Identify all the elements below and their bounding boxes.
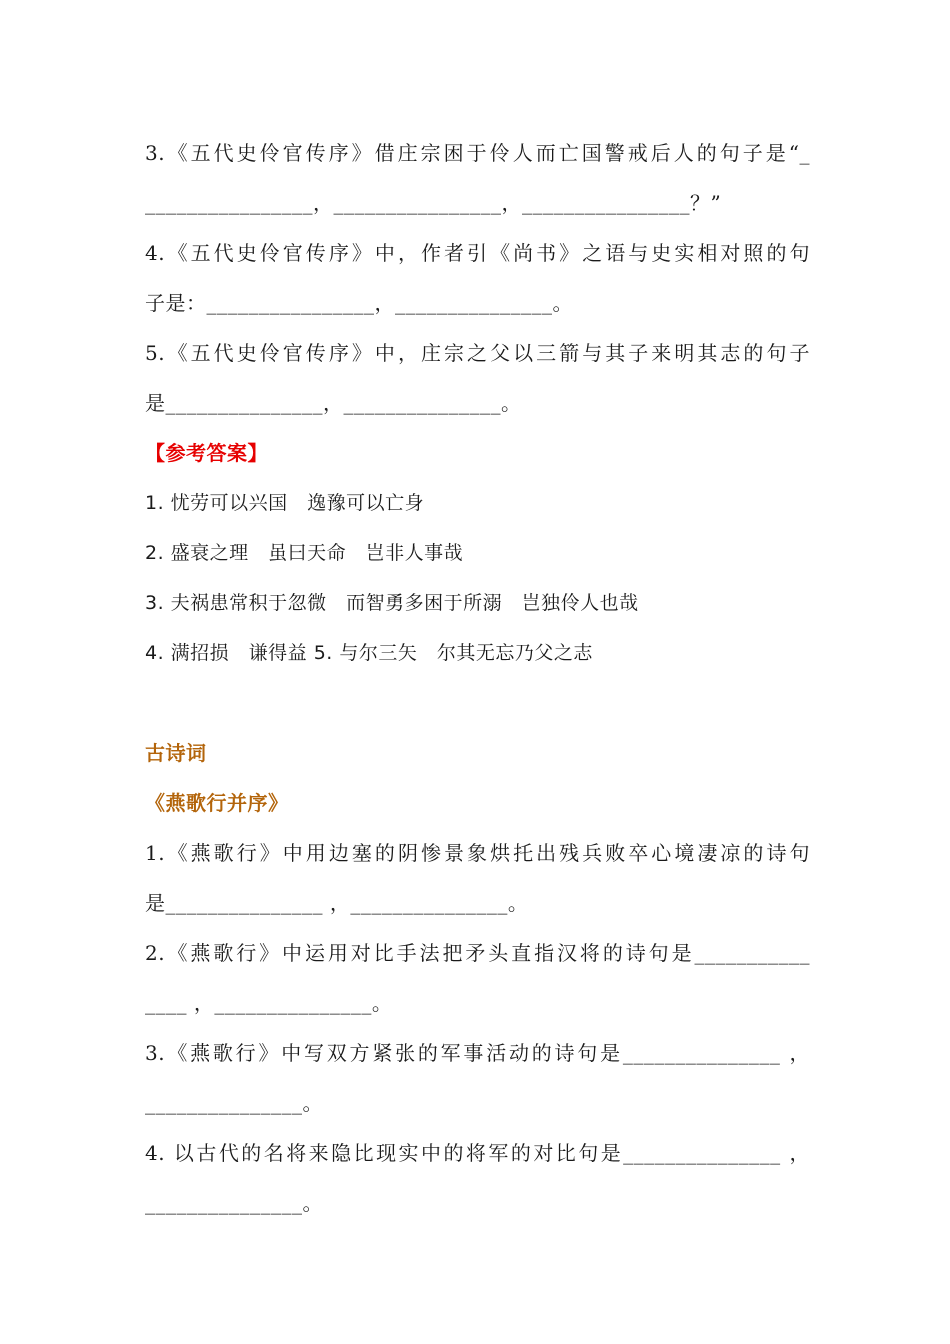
document-body bbox=[145, 128, 810, 1228]
answer-line: 2. 盛衰之理 虽曰天命 岂非人事哉 bbox=[145, 542, 464, 564]
subsection-heading: 《燕歌行并序》 bbox=[145, 791, 289, 815]
question-line: 3.《燕歌行》中写双方紧张的军事活动的诗句是_______________ ， bbox=[145, 1041, 810, 1065]
question-line: ____ ，_______________。 bbox=[145, 991, 393, 1015]
question-line: 是_______________ ，_______________。 bbox=[145, 891, 529, 915]
question-line: ________________，________________，________________？” bbox=[145, 191, 722, 215]
question-line: 5.《五代史伶官传序》中，庄宗之父以三箭与其子来明其志的句子 bbox=[145, 341, 810, 365]
question-line: 子是：________________，_______________。 bbox=[145, 291, 573, 315]
question-line: 2.《燕歌行》中运用对比手法把矛头直指汉将的诗句是___________ bbox=[145, 941, 810, 965]
question-line: _______________。 bbox=[145, 1091, 323, 1115]
spacer bbox=[145, 678, 810, 728]
section-heading: 古诗词 bbox=[145, 741, 207, 765]
question-line: 4. 以古代的名将来隐比现实中的将军的对比句是_______________ ， bbox=[145, 1141, 810, 1165]
question-line: 1.《燕歌行》中用边塞的阴惨景象烘托出残兵败卒心境凄凉的诗句 bbox=[145, 841, 810, 865]
question-line: 3.《五代史伶官传序》借庄宗困于伶人而亡国警戒后人的句子是“_ bbox=[145, 141, 810, 165]
question-line: _______________。 bbox=[145, 1191, 323, 1215]
question-line: 4.《五代史伶官传序》中，作者引《尚书》之语与史实相对照的句 bbox=[145, 241, 810, 265]
question-line: 是_______________，_______________。 bbox=[145, 391, 522, 415]
answer-heading: 【参考答案】 bbox=[145, 441, 268, 465]
answer-line: 3. 夫祸患常积于忽微 而智勇多困于所溺 岂独伶人也哉 bbox=[145, 592, 639, 614]
answer-line: 4. 满招损 谦得益 5. 与尔三矢 尔其无忘乃父之志 bbox=[145, 642, 593, 664]
answer-line: 1. 忧劳可以兴国 逸豫可以亡身 bbox=[145, 492, 425, 514]
